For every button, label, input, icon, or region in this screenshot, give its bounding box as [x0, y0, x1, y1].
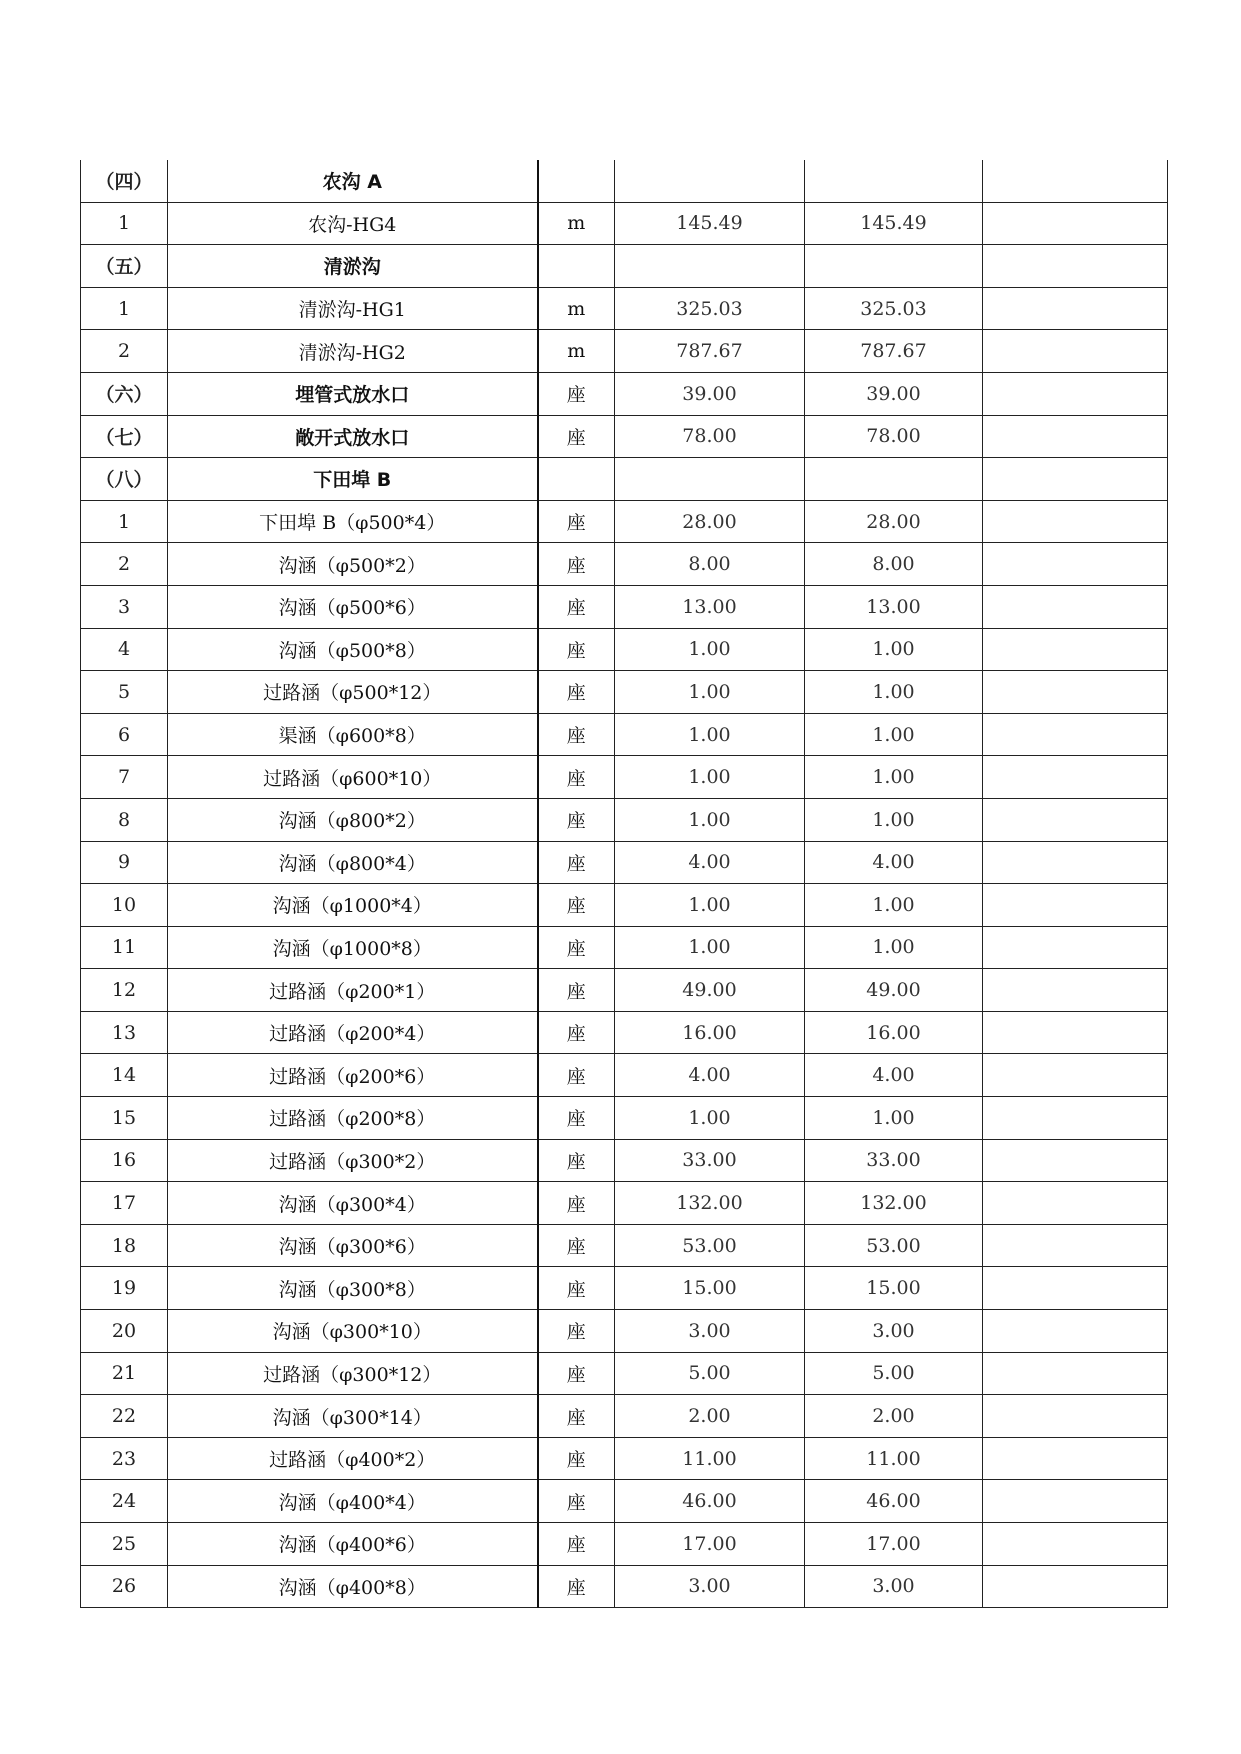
quantity-confirmed-cell: 1.00 — [805, 1097, 983, 1140]
quantity-confirmed-cell: 2.00 — [805, 1395, 983, 1438]
unit-cell: 座 — [538, 1267, 615, 1310]
unit-cell: 座 — [538, 1224, 615, 1267]
quantity-confirmed-cell: 132.00 — [805, 1182, 983, 1225]
quantity-confirmed-cell: 46.00 — [805, 1480, 983, 1523]
table-row — [81, 1267, 1168, 1310]
quantity-confirmed-cell: 17.00 — [805, 1523, 983, 1566]
remarks-cell — [983, 1097, 1168, 1140]
item-number-cell: 2 — [81, 330, 168, 373]
unit-cell: 座 — [538, 1097, 615, 1140]
table-section-row — [81, 458, 1168, 501]
item-number-cell: 22 — [81, 1395, 168, 1438]
unit-cell: 座 — [538, 1011, 615, 1054]
quantity-cell: 46.00 — [615, 1480, 805, 1523]
quantity-cell: 39.00 — [615, 372, 805, 415]
quantity-cell: 5.00 — [615, 1352, 805, 1395]
table-row — [81, 841, 1168, 884]
remarks-cell — [983, 415, 1168, 458]
remarks-cell — [983, 1011, 1168, 1054]
item-name-cell: 清淤沟-HG2 — [168, 330, 538, 373]
quantity-cell: 4.00 — [615, 841, 805, 884]
unit-cell: 座 — [538, 1523, 615, 1566]
remarks-cell — [983, 245, 1168, 288]
quantity-table — [80, 160, 1168, 1608]
remarks-cell — [983, 543, 1168, 586]
unit-cell: 座 — [538, 1182, 615, 1225]
item-name-cell: 清淤沟 — [168, 245, 538, 288]
table-row — [81, 969, 1168, 1012]
quantity-confirmed-cell: 13.00 — [805, 585, 983, 628]
table-row — [81, 1097, 1168, 1140]
item-name-cell: 沟涵（φ1000*8） — [168, 926, 538, 969]
quantity-confirmed-cell: 145.49 — [805, 202, 983, 245]
item-number-cell: 1 — [81, 500, 168, 543]
quantity-cell: 17.00 — [615, 1523, 805, 1566]
quantity-cell: 16.00 — [615, 1011, 805, 1054]
quantity-cell: 1.00 — [615, 926, 805, 969]
item-name-cell: 过路涵（φ200*4） — [168, 1011, 538, 1054]
item-name-cell: 农沟-HG4 — [168, 202, 538, 245]
item-number-cell: 6 — [81, 713, 168, 756]
quantity-cell: 11.00 — [615, 1437, 805, 1480]
quantity-confirmed-cell: 3.00 — [805, 1310, 983, 1353]
remarks-cell — [983, 1352, 1168, 1395]
item-number-cell: （五） — [81, 245, 168, 288]
item-number-cell: 8 — [81, 798, 168, 841]
item-number-cell: 12 — [81, 969, 168, 1012]
table-row — [81, 926, 1168, 969]
remarks-cell — [983, 713, 1168, 756]
remarks-cell — [983, 585, 1168, 628]
remarks-cell — [983, 628, 1168, 671]
table-row — [81, 1011, 1168, 1054]
item-number-cell: 19 — [81, 1267, 168, 1310]
quantity-cell: 49.00 — [615, 969, 805, 1012]
item-number-cell: （六） — [81, 372, 168, 415]
unit-cell: 座 — [538, 798, 615, 841]
table-row — [81, 500, 1168, 543]
table-row — [81, 798, 1168, 841]
remarks-cell — [983, 1565, 1168, 1608]
item-number-cell: 13 — [81, 1011, 168, 1054]
item-name-cell: 过路涵（φ500*12） — [168, 671, 538, 714]
item-name-cell: 过路涵（φ200*6） — [168, 1054, 538, 1097]
item-number-cell: 15 — [81, 1097, 168, 1140]
table-row — [81, 884, 1168, 927]
quantity-cell: 8.00 — [615, 543, 805, 586]
quantity-cell: 4.00 — [615, 1054, 805, 1097]
unit-cell: 座 — [538, 671, 615, 714]
item-number-cell: 1 — [81, 287, 168, 330]
item-number-cell: 11 — [81, 926, 168, 969]
item-number-cell: 1 — [81, 202, 168, 245]
unit-cell: 座 — [538, 500, 615, 543]
quantity-confirmed-cell: 325.03 — [805, 287, 983, 330]
table-section-row — [81, 372, 1168, 415]
item-name-cell: 农沟 A — [168, 160, 538, 202]
table-row — [81, 1480, 1168, 1523]
unit-cell: 座 — [538, 969, 615, 1012]
unit-cell — [538, 160, 615, 202]
item-number-cell: （四） — [81, 160, 168, 202]
item-name-cell: 沟涵（φ300*6） — [168, 1224, 538, 1267]
remarks-cell — [983, 160, 1168, 202]
table-row — [81, 585, 1168, 628]
remarks-cell — [983, 1480, 1168, 1523]
item-name-cell: 过路涵（φ200*8） — [168, 1097, 538, 1140]
item-name-cell: 沟涵（φ300*4） — [168, 1182, 538, 1225]
unit-cell: 座 — [538, 1480, 615, 1523]
quantity-cell: 132.00 — [615, 1182, 805, 1225]
quantity-confirmed-cell: 15.00 — [805, 1267, 983, 1310]
quantity-cell: 325.03 — [615, 287, 805, 330]
item-name-cell: 沟涵（φ400*4） — [168, 1480, 538, 1523]
quantity-confirmed-cell: 3.00 — [805, 1565, 983, 1608]
unit-cell: m — [538, 330, 615, 373]
unit-cell: 座 — [538, 841, 615, 884]
quantity-cell: 1.00 — [615, 671, 805, 714]
quantity-cell: 1.00 — [615, 713, 805, 756]
quantity-confirmed-cell: 8.00 — [805, 543, 983, 586]
quantity-confirmed-cell: 78.00 — [805, 415, 983, 458]
unit-cell: 座 — [538, 926, 615, 969]
quantity-cell: 15.00 — [615, 1267, 805, 1310]
unit-cell: 座 — [538, 1565, 615, 1608]
remarks-cell — [983, 202, 1168, 245]
quantity-cell: 1.00 — [615, 884, 805, 927]
item-number-cell: （七） — [81, 415, 168, 458]
unit-cell: 座 — [538, 1054, 615, 1097]
quantity-cell: 33.00 — [615, 1139, 805, 1182]
quantity-cell: 145.49 — [615, 202, 805, 245]
item-number-cell: 20 — [81, 1310, 168, 1353]
item-name-cell: 过路涵（φ300*12） — [168, 1352, 538, 1395]
quantity-cell: 3.00 — [615, 1310, 805, 1353]
item-name-cell: 沟涵（φ300*8） — [168, 1267, 538, 1310]
item-name-cell: 沟涵（φ400*6） — [168, 1523, 538, 1566]
quantity-cell: 787.67 — [615, 330, 805, 373]
item-number-cell: 17 — [81, 1182, 168, 1225]
item-name-cell: 下田埠 B（φ500*4） — [168, 500, 538, 543]
table-row — [81, 1182, 1168, 1225]
quantity-confirmed-cell: 1.00 — [805, 926, 983, 969]
remarks-cell — [983, 1523, 1168, 1566]
remarks-cell — [983, 756, 1168, 799]
item-number-cell: 9 — [81, 841, 168, 884]
item-name-cell: 沟涵（φ300*10） — [168, 1310, 538, 1353]
quantity-confirmed-cell: 4.00 — [805, 841, 983, 884]
unit-cell: 座 — [538, 1352, 615, 1395]
quantity-cell: 2.00 — [615, 1395, 805, 1438]
unit-cell: 座 — [538, 585, 615, 628]
quantity-cell: 53.00 — [615, 1224, 805, 1267]
remarks-cell — [983, 1437, 1168, 1480]
item-number-cell: 10 — [81, 884, 168, 927]
unit-cell: m — [538, 287, 615, 330]
table-row — [81, 330, 1168, 373]
item-number-cell: 14 — [81, 1054, 168, 1097]
table-row — [81, 1352, 1168, 1395]
remarks-cell — [983, 287, 1168, 330]
quantity-cell: 1.00 — [615, 756, 805, 799]
unit-cell: 座 — [538, 543, 615, 586]
item-name-cell: 过路涵（φ400*2） — [168, 1437, 538, 1480]
remarks-cell — [983, 1267, 1168, 1310]
unit-cell — [538, 458, 615, 501]
quantity-cell: 3.00 — [615, 1565, 805, 1608]
quantity-confirmed-cell: 16.00 — [805, 1011, 983, 1054]
remarks-cell — [983, 1224, 1168, 1267]
table-row — [81, 1565, 1168, 1608]
quantity-cell — [615, 458, 805, 501]
item-number-cell: 16 — [81, 1139, 168, 1182]
table-section-row — [81, 202, 1168, 245]
table-row — [81, 1523, 1168, 1566]
item-name-cell: 埋管式放水口 — [168, 372, 538, 415]
remarks-cell — [983, 1310, 1168, 1353]
item-number-cell: 3 — [81, 585, 168, 628]
remarks-cell — [983, 330, 1168, 373]
remarks-cell — [983, 884, 1168, 927]
quantity-cell: 1.00 — [615, 1097, 805, 1140]
quantity-confirmed-cell: 787.67 — [805, 330, 983, 373]
item-name-cell: 沟涵（φ500*6） — [168, 585, 538, 628]
unit-cell: 座 — [538, 713, 615, 756]
table-row — [81, 543, 1168, 586]
unit-cell: m — [538, 202, 615, 245]
quantity-confirmed-cell: 1.00 — [805, 884, 983, 927]
unit-cell: 座 — [538, 372, 615, 415]
quantity-confirmed-cell: 39.00 — [805, 372, 983, 415]
unit-cell: 座 — [538, 1395, 615, 1438]
item-number-cell: 7 — [81, 756, 168, 799]
quantity-confirmed-cell: 33.00 — [805, 1139, 983, 1182]
quantity-cell: 1.00 — [615, 798, 805, 841]
item-name-cell: 敞开式放水口 — [168, 415, 538, 458]
table-row — [81, 1224, 1168, 1267]
quantity-confirmed-cell: 4.00 — [805, 1054, 983, 1097]
table-row — [81, 713, 1168, 756]
quantity-confirmed-cell — [805, 458, 983, 501]
table-row — [81, 1437, 1168, 1480]
quantity-confirmed-cell: 1.00 — [805, 628, 983, 671]
table-section-row — [81, 415, 1168, 458]
quantity-confirmed-cell: 11.00 — [805, 1437, 983, 1480]
quantity-confirmed-cell: 1.00 — [805, 713, 983, 756]
item-number-cell: 18 — [81, 1224, 168, 1267]
item-name-cell: 渠涵（φ600*8） — [168, 713, 538, 756]
unit-cell: 座 — [538, 1310, 615, 1353]
remarks-cell — [983, 1139, 1168, 1182]
table-row — [81, 1139, 1168, 1182]
remarks-cell — [983, 671, 1168, 714]
quantity-confirmed-cell: 1.00 — [805, 756, 983, 799]
table-section-row — [81, 160, 1168, 202]
quantity-cell — [615, 245, 805, 288]
item-name-cell: 沟涵（φ500*2） — [168, 543, 538, 586]
quantity-cell: 28.00 — [615, 500, 805, 543]
item-name-cell: 过路涵（φ200*1） — [168, 969, 538, 1012]
item-name-cell: 清淤沟-HG1 — [168, 287, 538, 330]
table-row — [81, 628, 1168, 671]
table-row — [81, 1395, 1168, 1438]
remarks-cell — [983, 841, 1168, 884]
item-name-cell: 沟涵（φ500*8） — [168, 628, 538, 671]
item-name-cell: 沟涵（φ300*14） — [168, 1395, 538, 1438]
quantity-confirmed-cell: 49.00 — [805, 969, 983, 1012]
unit-cell — [538, 245, 615, 288]
table-row — [81, 756, 1168, 799]
quantity-confirmed-cell: 1.00 — [805, 798, 983, 841]
table-row — [81, 671, 1168, 714]
table-row — [81, 287, 1168, 330]
quantity-confirmed-cell: 1.00 — [805, 671, 983, 714]
remarks-cell — [983, 926, 1168, 969]
quantity-cell: 78.00 — [615, 415, 805, 458]
unit-cell: 座 — [538, 628, 615, 671]
item-number-cell: 5 — [81, 671, 168, 714]
item-name-cell: 下田埠 B — [168, 458, 538, 501]
item-number-cell: 21 — [81, 1352, 168, 1395]
item-number-cell: 2 — [81, 543, 168, 586]
unit-cell: 座 — [538, 415, 615, 458]
item-number-cell: 25 — [81, 1523, 168, 1566]
remarks-cell — [983, 969, 1168, 1012]
remarks-cell — [983, 1395, 1168, 1438]
item-name-cell: 沟涵（φ1000*4） — [168, 884, 538, 927]
table-section-row — [81, 245, 1168, 288]
quantity-confirmed-cell: 28.00 — [805, 500, 983, 543]
unit-cell: 座 — [538, 756, 615, 799]
quantity-confirmed-cell: 53.00 — [805, 1224, 983, 1267]
remarks-cell — [983, 372, 1168, 415]
item-number-cell: 23 — [81, 1437, 168, 1480]
item-name-cell: 过路涵（φ600*10） — [168, 756, 538, 799]
quantity-cell: 1.00 — [615, 628, 805, 671]
remarks-cell — [983, 798, 1168, 841]
quantity-confirmed-cell — [805, 160, 983, 202]
remarks-cell — [983, 458, 1168, 501]
table-body — [81, 160, 1168, 1608]
item-number-cell: 24 — [81, 1480, 168, 1523]
quantity-confirmed-cell: 5.00 — [805, 1352, 983, 1395]
item-number-cell: 26 — [81, 1565, 168, 1608]
item-name-cell: 沟涵（φ800*2） — [168, 798, 538, 841]
item-number-cell: 4 — [81, 628, 168, 671]
item-name-cell: 过路涵（φ300*2） — [168, 1139, 538, 1182]
quantity-confirmed-cell — [805, 245, 983, 288]
table-row — [81, 1310, 1168, 1353]
quantity-cell — [615, 160, 805, 202]
item-name-cell: 沟涵（φ400*8） — [168, 1565, 538, 1608]
item-name-cell: 沟涵（φ800*4） — [168, 841, 538, 884]
table-row — [81, 1054, 1168, 1097]
unit-cell: 座 — [538, 1437, 615, 1480]
unit-cell: 座 — [538, 884, 615, 927]
item-number-cell: （八） — [81, 458, 168, 501]
unit-cell: 座 — [538, 1139, 615, 1182]
quantity-cell: 13.00 — [615, 585, 805, 628]
remarks-cell — [983, 1182, 1168, 1225]
remarks-cell — [983, 1054, 1168, 1097]
remarks-cell — [983, 500, 1168, 543]
